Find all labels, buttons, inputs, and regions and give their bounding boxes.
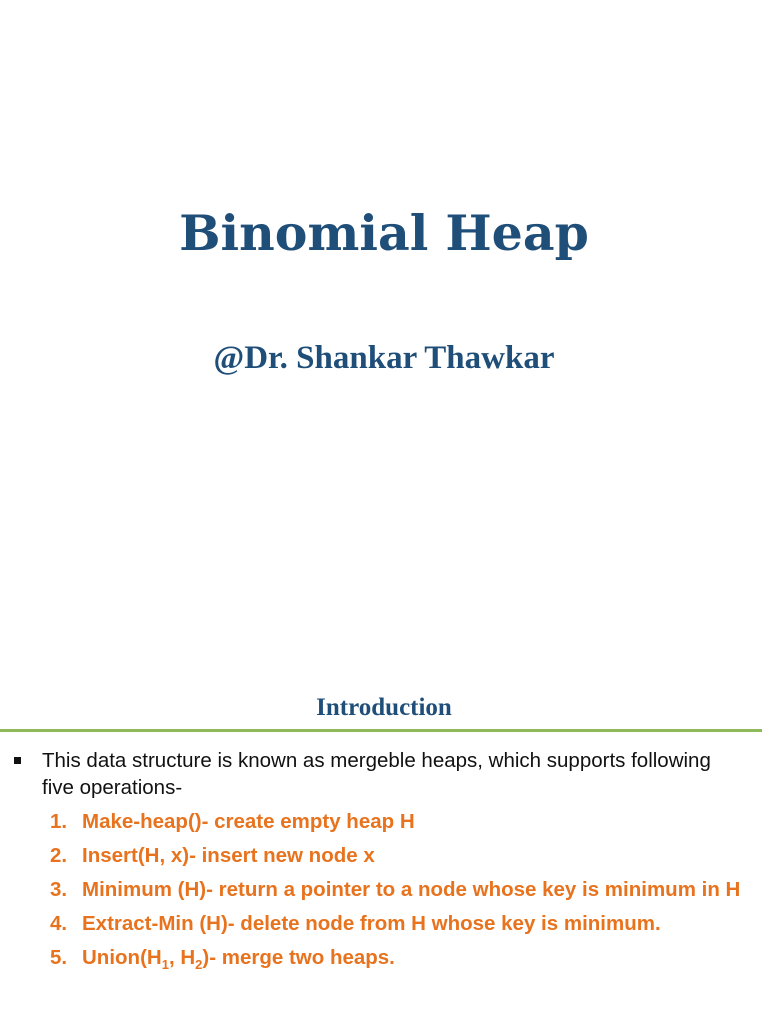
section-heading: Introduction	[316, 694, 452, 721]
operation-item	[50, 910, 750, 937]
operation-item	[50, 842, 750, 869]
operation-number: 2.	[50, 844, 68, 867]
bullet-item	[14, 747, 744, 801]
operation-text	[82, 946, 395, 972]
operation-item	[50, 876, 750, 903]
operation-item	[50, 808, 750, 835]
operation-text: Extract-Min (H)- delete node from H whose key is minimum.	[82, 912, 661, 935]
subscript-1: 1	[161, 957, 169, 972]
introduction-slide	[0, 680, 768, 1024]
subscript-2: 2	[195, 957, 203, 972]
slide-title: Binomial Heap	[179, 204, 589, 262]
union-text-mid: , H	[168, 946, 196, 969]
operation-text: Make-heap()- create empty heap H	[82, 810, 415, 833]
operations-list	[50, 808, 750, 978]
operation-number: 4.	[50, 912, 68, 935]
operation-number: 3.	[50, 878, 68, 901]
operation-number: 5.	[50, 946, 68, 969]
union-text-start: Union(H	[82, 946, 162, 969]
operation-number: 1.	[50, 810, 68, 833]
author-name: @Dr. Shankar Thawkar	[213, 340, 555, 376]
operation-text: Minimum (H)- return a pointer to a node whose key is minimum in H	[82, 878, 741, 901]
operation-text: Insert(H, x)- insert new node x	[82, 844, 375, 867]
operation-item	[50, 944, 750, 971]
union-text-end: )- merge two heaps.	[202, 946, 395, 969]
bullet-text: This data structure is known as mergeble heaps, which supports following five operations-	[42, 749, 711, 799]
divider-line	[0, 729, 762, 732]
square-bullet-icon	[14, 757, 21, 764]
